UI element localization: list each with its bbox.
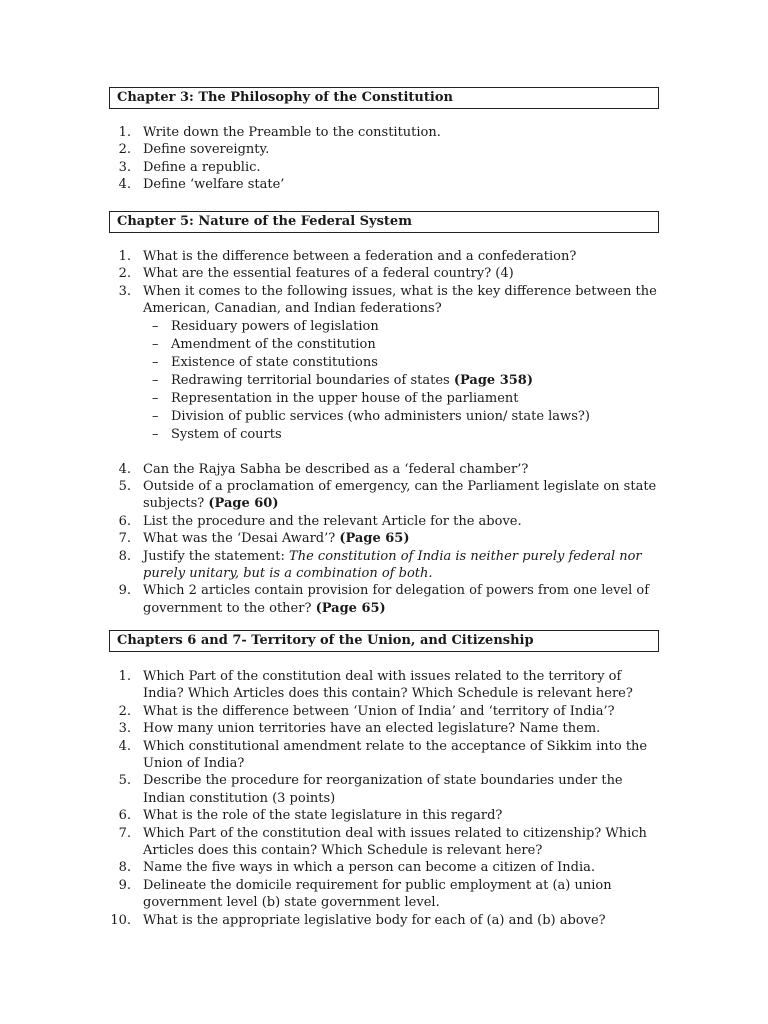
question-number: 3. — [118, 721, 131, 737]
question-number: 9. — [118, 877, 131, 893]
issue-text: Redrawing territorial boundaries of states — [171, 372, 454, 388]
question-text: Write down the Preamble to the constitution. — [143, 125, 441, 140]
question-item — [109, 912, 659, 929]
quoted-statement: The constitution of India is neither purely federal nor purely unitary, but is a combination of both. — [143, 548, 642, 582]
issue-text: System of courts — [171, 426, 282, 442]
question-item — [109, 738, 659, 773]
chapters-6-7-heading: Chapters 6 and 7- Territory of the Union, and Citizenship — [109, 630, 659, 652]
question-item — [109, 141, 659, 158]
issue-item — [143, 390, 659, 408]
issue-text: Residuary powers of legislation — [171, 318, 379, 334]
question-item — [109, 668, 659, 703]
question-number: 8. — [118, 548, 131, 564]
question-number: 1. — [118, 669, 131, 684]
dash-bullet: – — [152, 336, 159, 352]
issue-item — [143, 408, 659, 426]
question-number: 4. — [118, 177, 131, 193]
dash-bullet: – — [152, 408, 159, 424]
question-text: Define sovereignty. — [143, 142, 270, 158]
question-text: Name the five ways in which a person can become a citizen of India. — [143, 860, 595, 876]
question-item — [109, 548, 659, 583]
question-text: What was the ‘Desai Award’? — [143, 531, 340, 547]
issue-text: Division of public services (who administers union/ state laws?) — [171, 408, 590, 424]
issue-text: Amendment of the constitution — [171, 336, 376, 352]
question-number: 4. — [118, 738, 131, 754]
question-text: Can the Rajya Sabha be described as a ‘federal chamber’? — [143, 461, 529, 477]
question-number: 6. — [118, 513, 131, 529]
dash-bullet: – — [152, 372, 159, 388]
question-item — [109, 720, 659, 737]
dash-bullet: – — [152, 318, 159, 334]
question-item — [109, 159, 659, 176]
issue-text: Existence of state constitutions — [171, 354, 378, 370]
question-text: What is the role of the state legislature in this regard? — [143, 808, 503, 824]
chapter-3-questions — [109, 124, 659, 194]
question-item — [109, 877, 659, 912]
chapters-6-7-questions — [109, 668, 659, 929]
question-text: Delineate the domicile requirement for public employment at (a) union government level (b) state government level. — [143, 877, 612, 911]
question-item — [109, 176, 659, 193]
question-item — [109, 703, 659, 720]
dash-bullet: – — [152, 426, 159, 442]
question-text: How many union territories have an elected legislature? Name them. — [143, 721, 601, 737]
question-number: 10. — [110, 912, 131, 928]
question-text: What are the essential features of a federal country? (4) — [143, 266, 514, 282]
chapter-3-section — [109, 87, 659, 194]
question-text: Which Part of the constitution deal with issues related to citizenship? Which Articles does this contain? Which Schedule is relevant here? — [143, 825, 647, 859]
question-number: 2. — [118, 142, 131, 158]
question-number: 8. — [118, 860, 131, 876]
question-item — [109, 807, 659, 824]
question-text: When it comes to the following issues, what is the key difference between the American, Canadian, and Indian federations? — [143, 283, 657, 317]
question-text: Define a republic. — [143, 159, 261, 175]
question-text: What is the appropriate legislative body for each of (a) and (b) above? — [143, 912, 606, 928]
chapter-5-section — [109, 211, 659, 617]
issue-item — [143, 336, 659, 354]
question-number: 7. — [118, 825, 131, 841]
issue-item — [143, 354, 659, 372]
question-text: Justify the statement: — [143, 548, 290, 564]
question-number: 4. — [118, 461, 131, 477]
chapter-5-heading: Chapter 5: Nature of the Federal System — [109, 211, 659, 233]
question-number: 3. — [118, 283, 131, 299]
question-number: 1. — [118, 125, 131, 140]
question-text: Which 2 articles contain provision for delegation of powers from one level of government to the other? — [143, 583, 650, 616]
question-text: Describe the procedure for reorganization of state boundaries under the Indian constitution (3 points) — [143, 773, 623, 806]
question-item — [109, 461, 659, 478]
issue-item — [143, 318, 659, 336]
question-text: Define ‘welfare state’ — [143, 177, 285, 193]
issue-item — [143, 426, 659, 444]
question-item — [109, 265, 659, 282]
issue-text: Representation in the upper house of the parliament — [171, 390, 519, 406]
question-number: 9. — [118, 583, 131, 599]
question-item — [109, 772, 659, 807]
question-number: 6. — [118, 808, 131, 824]
page-reference: (Page 60) — [208, 496, 279, 512]
question-text: List the procedure and the relevant Article for the above. — [143, 513, 522, 529]
page-reference: (Page 358) — [453, 372, 534, 388]
chapter-5-questions-continued — [109, 461, 659, 618]
question-text: Which constitutional amendment relate to the acceptance of Sikkim into the Union of India? — [143, 738, 648, 772]
question-item — [109, 283, 659, 444]
dash-bullet: – — [152, 354, 159, 370]
page-reference: (Page 65) — [315, 600, 386, 616]
federation-issues-list — [143, 318, 659, 444]
chapter-5-questions — [109, 248, 659, 444]
question-number: 2. — [118, 266, 131, 282]
question-item — [109, 513, 659, 530]
question-item — [109, 859, 659, 876]
chapter-3-heading: Chapter 3: The Philosophy of the Constitution — [109, 87, 659, 109]
question-text: What is the difference between a federation and a confederation? — [143, 249, 577, 264]
question-item — [109, 530, 659, 547]
question-text: Outside of a proclamation of emergency, can the Parliament legislate on state subjects? — [143, 479, 657, 512]
page-reference: (Page 65) — [339, 531, 410, 547]
question-item — [109, 478, 659, 513]
question-number: 5. — [118, 479, 131, 495]
issue-item — [143, 372, 659, 390]
question-item — [109, 124, 659, 141]
chapters-6-7-section — [109, 630, 659, 929]
question-text: What is the difference between ‘Union of India’ and ‘territory of India’? — [143, 703, 615, 719]
question-number: 1. — [118, 249, 131, 264]
question-item — [109, 825, 659, 860]
question-number: 2. — [118, 703, 131, 719]
question-item — [109, 248, 659, 265]
question-text: Which Part of the constitution deal with issues related to the territory of India? Which Articles does this contain? Which Schedule is relevant here? — [143, 669, 633, 702]
dash-bullet: – — [152, 390, 159, 406]
question-number: 7. — [118, 531, 131, 547]
question-number: 3. — [118, 159, 131, 175]
question-number: 5. — [118, 773, 131, 789]
question-item — [109, 582, 659, 617]
